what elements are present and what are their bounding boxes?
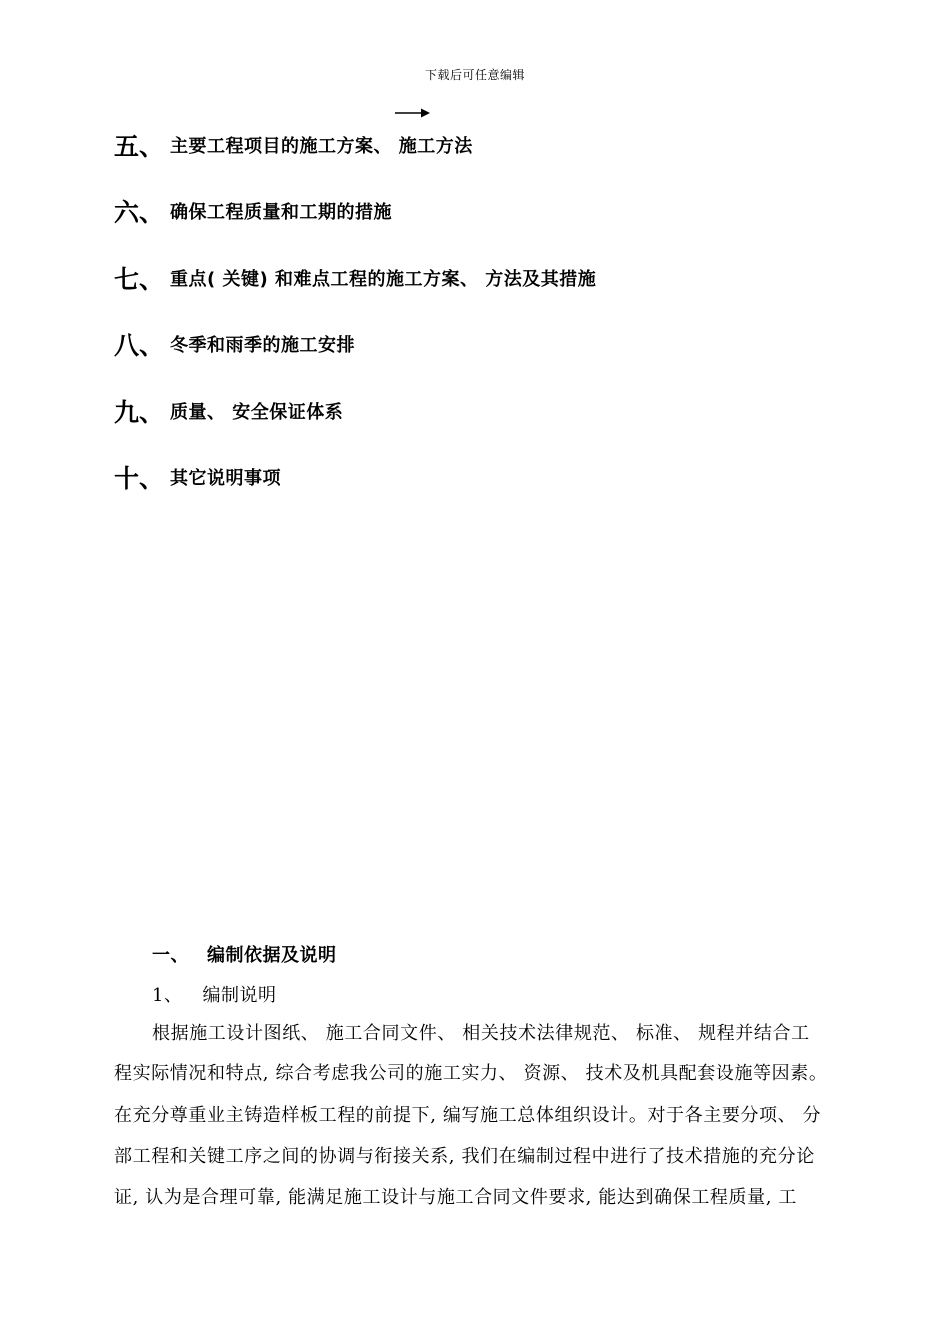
section-title: 编制依据及说明 [207, 945, 337, 966]
paragraph-line-3: 在充分尊重业主铸造样板工程的前提下, 编写施工总体组织设计。对于各主要分项、 分 [114, 1105, 822, 1126]
toc-item-number: 八、 [114, 331, 165, 360]
arrow-right-icon [394, 105, 432, 121]
toc-item-title: 重点( 关键) 和难点工程的施工方案、 方法及其措施 [170, 269, 597, 290]
paragraph-line-5: 证, 认为是合理可靠, 能满足施工设计与施工合同文件要求, 能达到确保工程质量, 工 [114, 1187, 797, 1208]
toc-item-10 [114, 459, 281, 495]
paragraph-line-1: 根据施工设计图纸、 施工合同文件、 相关技术法律规范、 标准、 规程并结合工 [152, 1023, 810, 1044]
toc-item-7 [114, 260, 596, 296]
toc-item-8 [114, 326, 355, 362]
paragraph-line-2: 程实际情况和特点, 综合考虑我公司的施工实力、 资源、 技术及机具配套设施等因素。 [114, 1063, 828, 1084]
toc-item-title: 主要工程项目的施工方案、 施工方法 [170, 136, 473, 157]
header-note: 下载后可任意编辑 [424, 68, 525, 82]
toc-item-title: 其它说明事项 [170, 468, 281, 489]
section-number: 一、 [152, 945, 189, 966]
toc-item-number: 九、 [114, 398, 165, 427]
toc-item-number: 十、 [114, 464, 165, 493]
toc-item-5 [114, 127, 473, 163]
section-heading [152, 941, 337, 967]
toc-item-number: 六、 [114, 198, 165, 227]
paragraph-line-4: 部工程和关键工序之间的协调与衔接关系, 我们在编制过程中进行了技术措施的充分论 [114, 1146, 815, 1167]
toc-item-9 [114, 393, 343, 429]
sub-heading-title: 编制说明 [202, 985, 277, 1006]
toc-item-6 [114, 193, 392, 229]
sub-heading-number: 1、 [152, 985, 183, 1006]
sub-heading [152, 981, 276, 1007]
toc-item-title: 质量、 安全保证体系 [170, 402, 344, 423]
toc-item-title: 冬季和雨季的施工安排 [170, 335, 355, 356]
toc-item-number: 五、 [114, 132, 165, 161]
toc-item-number: 七、 [114, 265, 165, 294]
toc-item-title: 确保工程质量和工期的措施 [170, 202, 392, 223]
